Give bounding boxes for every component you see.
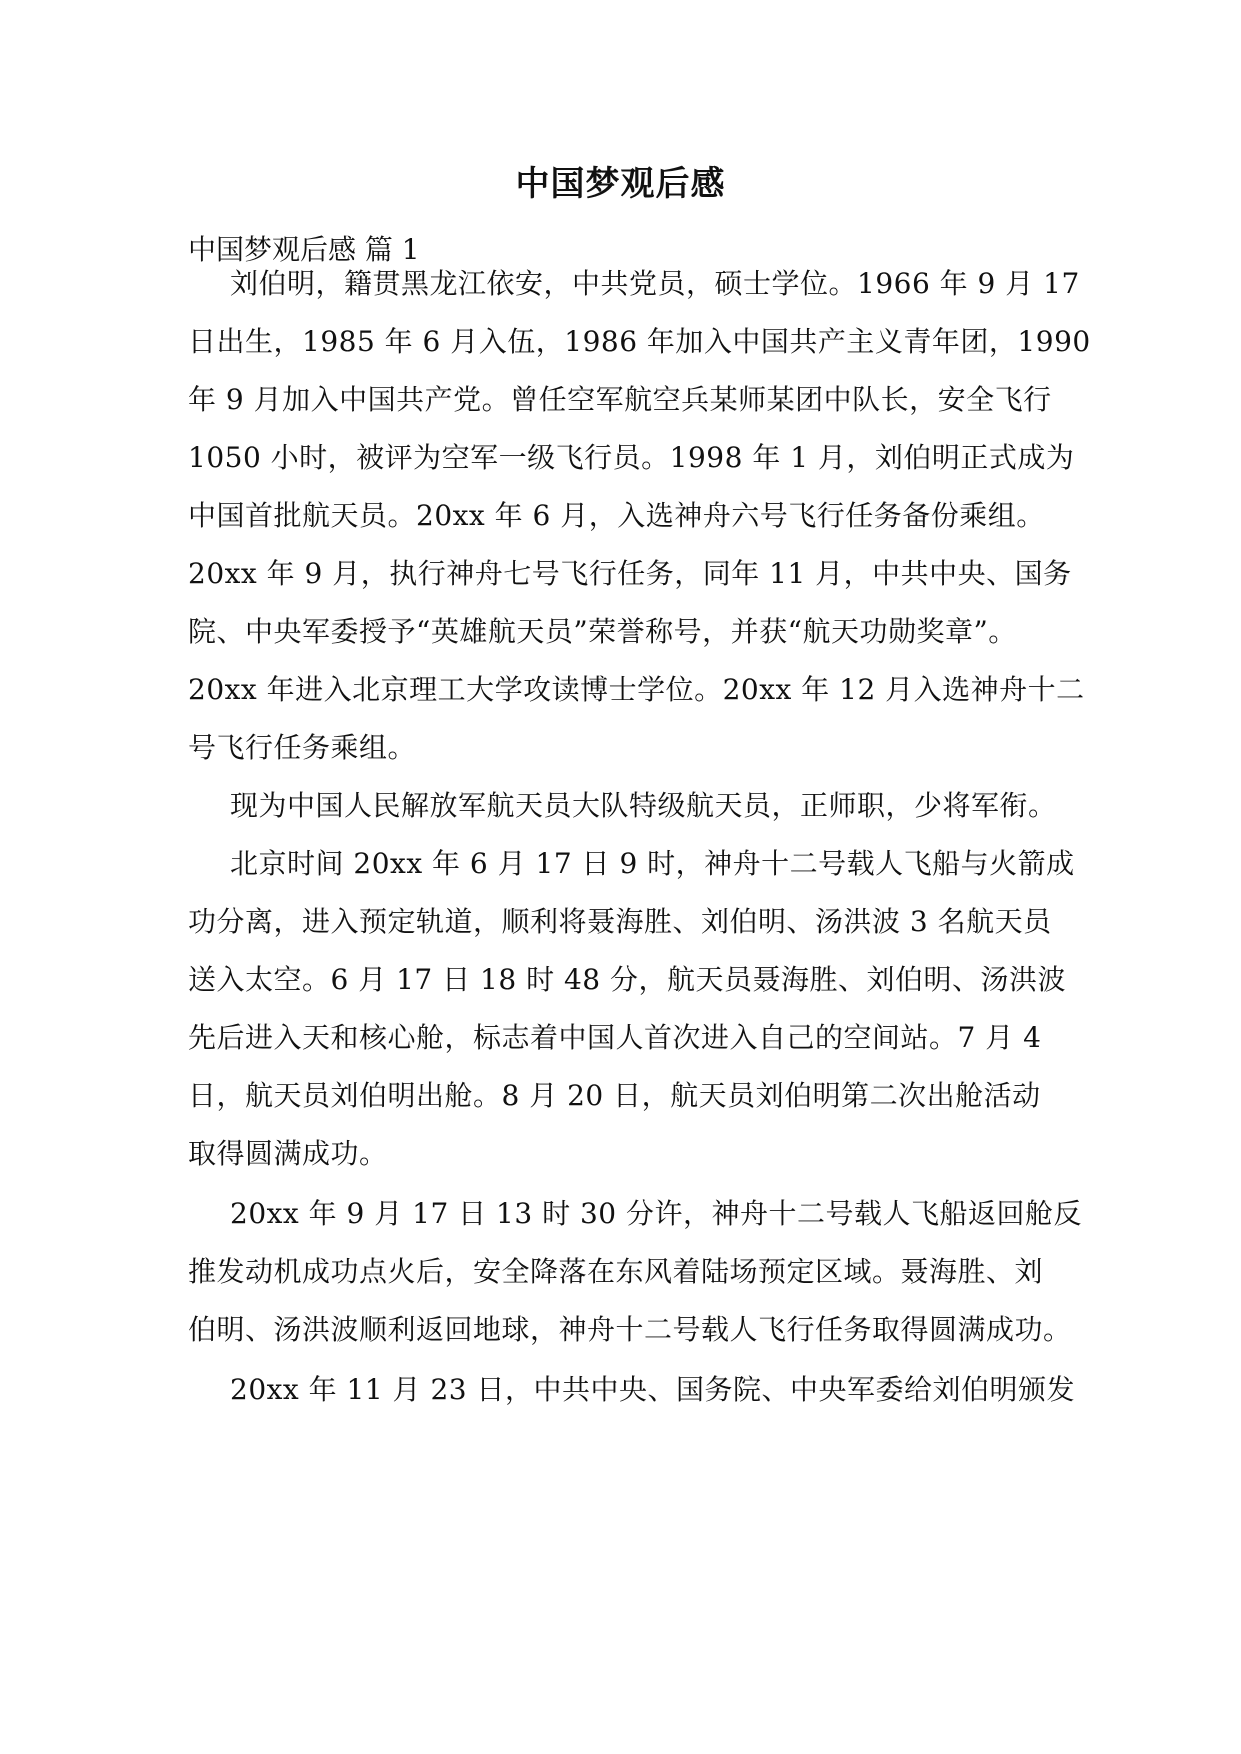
text-line: 20xx 年 9 月，执行神舟七号飞行任务，同年 11 月，中共中央、国务 bbox=[188, 557, 1072, 590]
text-line: 推发动机成功点火后，安全降落在东风着陆场预定区域。聂海胜、刘 bbox=[188, 1255, 1044, 1288]
document-subtitle: 中国梦观后感 篇 1 bbox=[188, 233, 420, 266]
text-line: 20xx 年进入北京理工大学攻读博士学位。20xx 年 12 月入选神舟十二 bbox=[188, 673, 1085, 706]
text-line: 取得圆满成功。 bbox=[188, 1137, 388, 1170]
text-line: 号飞行任务乘组。 bbox=[188, 731, 417, 764]
text-line: 院、中央军委授予“英雄航天员”荣誉称号，并获“航天功勋奖章”。 bbox=[188, 615, 1017, 648]
text-line: 年 9 月加入中国共产党。曾任空军航空兵某师某团中队长，安全飞行 bbox=[188, 383, 1052, 416]
text-line: 20xx 年 9 月 17 日 13 时 30 分许，神舟十二号载人飞船返回舱反 bbox=[230, 1197, 1083, 1230]
text-line: 20xx 年 11 月 23 日，中共中央、国务院、中央军委给刘伯明颁发 bbox=[230, 1373, 1075, 1406]
text-line: 伯明、汤洪波顺利返回地球，神舟十二号载人飞行任务取得圆满成功。 bbox=[188, 1313, 1072, 1346]
text-line: 功分离，进入预定轨道，顺利将聂海胜、刘伯明、汤洪波 3 名航天员 bbox=[188, 905, 1052, 938]
text-line: 先后进入天和核心舱，标志着中国人首次进入自己的空间站。7 月 4 bbox=[188, 1021, 1042, 1054]
document-title: 中国梦观后感 bbox=[515, 164, 726, 204]
text-line: 现为中国人民解放军航天员大队特级航天员，正师职，少将军衔。 bbox=[230, 789, 1057, 822]
text-line: 1050 小时，被评为空军一级飞行员。1998 年 1 月，刘伯明正式成为 bbox=[188, 441, 1075, 474]
text-line: 中国首批航天员。20xx 年 6 月，入选神舟六号飞行任务备份乘组。 bbox=[188, 499, 1045, 532]
text-line: 刘伯明，籍贯黑龙江依安，中共党员，硕士学位。1966 年 9 月 17 bbox=[230, 267, 1080, 300]
text-line: 送入太空。6 月 17 日 18 时 48 分，航天员聂海胜、刘伯明、汤洪波 bbox=[188, 963, 1067, 996]
text-line: 北京时间 20xx 年 6 月 17 日 9 时，神舟十二号载人飞船与火箭成 bbox=[230, 847, 1075, 880]
text-line: 日，航天员刘伯明出舱。8 月 20 日，航天员刘伯明第二次出舱活动 bbox=[188, 1079, 1041, 1112]
text-line: 日出生，1985 年 6 月入伍，1986 年加入中国共产主义青年团，1990 bbox=[188, 325, 1091, 358]
